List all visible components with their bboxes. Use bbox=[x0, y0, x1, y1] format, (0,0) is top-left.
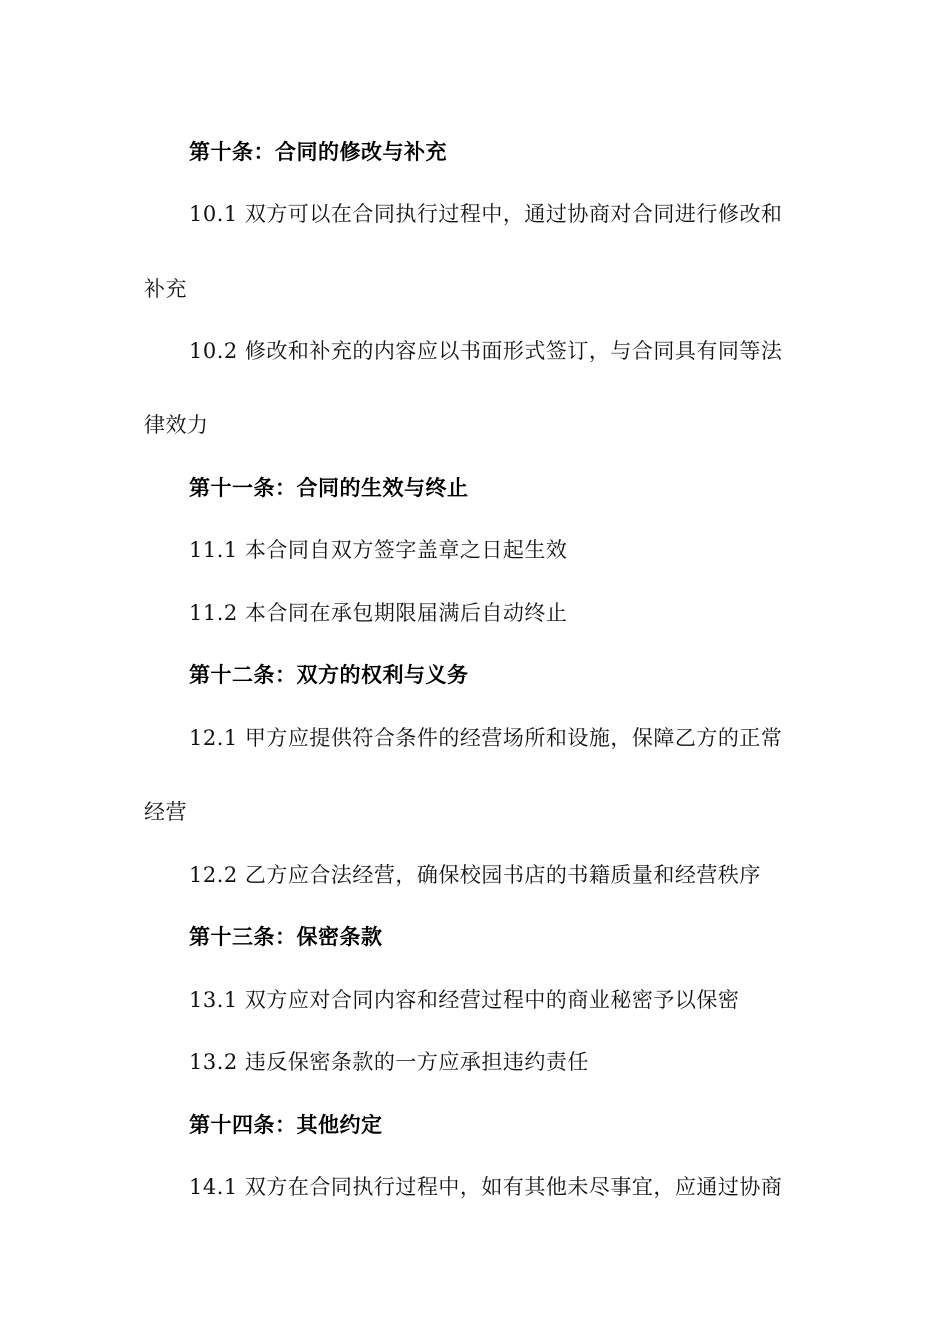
section-heading: 第十四条：其他约定 bbox=[189, 1113, 383, 1137]
clause-continuation: 律效力 bbox=[144, 413, 209, 437]
clause-text: 12.2 乙方应合法经营，确保校园书店的书籍质量和经营秩序 bbox=[189, 863, 761, 887]
clause-text: 10.1 双方可以在合同执行过程中，通过协商对合同进行修改和 bbox=[189, 202, 783, 226]
section-heading: 第十三条：保密条款 bbox=[189, 925, 383, 949]
clause-text: 10.2 修改和补充的内容应以书面形式签订，与合同具有同等法 bbox=[189, 339, 783, 363]
clause-text: 13.2 违反保密条款的一方应承担违约责任 bbox=[189, 1050, 589, 1074]
clause-text: 13.1 双方应对合同内容和经营过程中的商业秘密予以保密 bbox=[189, 988, 740, 1012]
clause-continuation: 补充 bbox=[144, 277, 187, 301]
section-heading: 第十条：合同的修改与补充 bbox=[189, 140, 447, 164]
clause-continuation: 经营 bbox=[144, 800, 187, 824]
clause-text: 14.1 双方在合同执行过程中，如有其他未尽事宜，应通过协商 bbox=[189, 1175, 783, 1199]
section-heading: 第十二条：双方的权利与义务 bbox=[189, 663, 469, 687]
section-heading: 第十一条：合同的生效与终止 bbox=[189, 476, 469, 500]
clause-text: 12.1 甲方应提供符合条件的经营场所和设施，保障乙方的正常 bbox=[189, 726, 783, 750]
clause-text: 11.2 本合同在承包期限届满后自动终止 bbox=[189, 601, 568, 625]
clause-text: 11.1 本合同自双方签字盖章之日起生效 bbox=[189, 538, 568, 562]
